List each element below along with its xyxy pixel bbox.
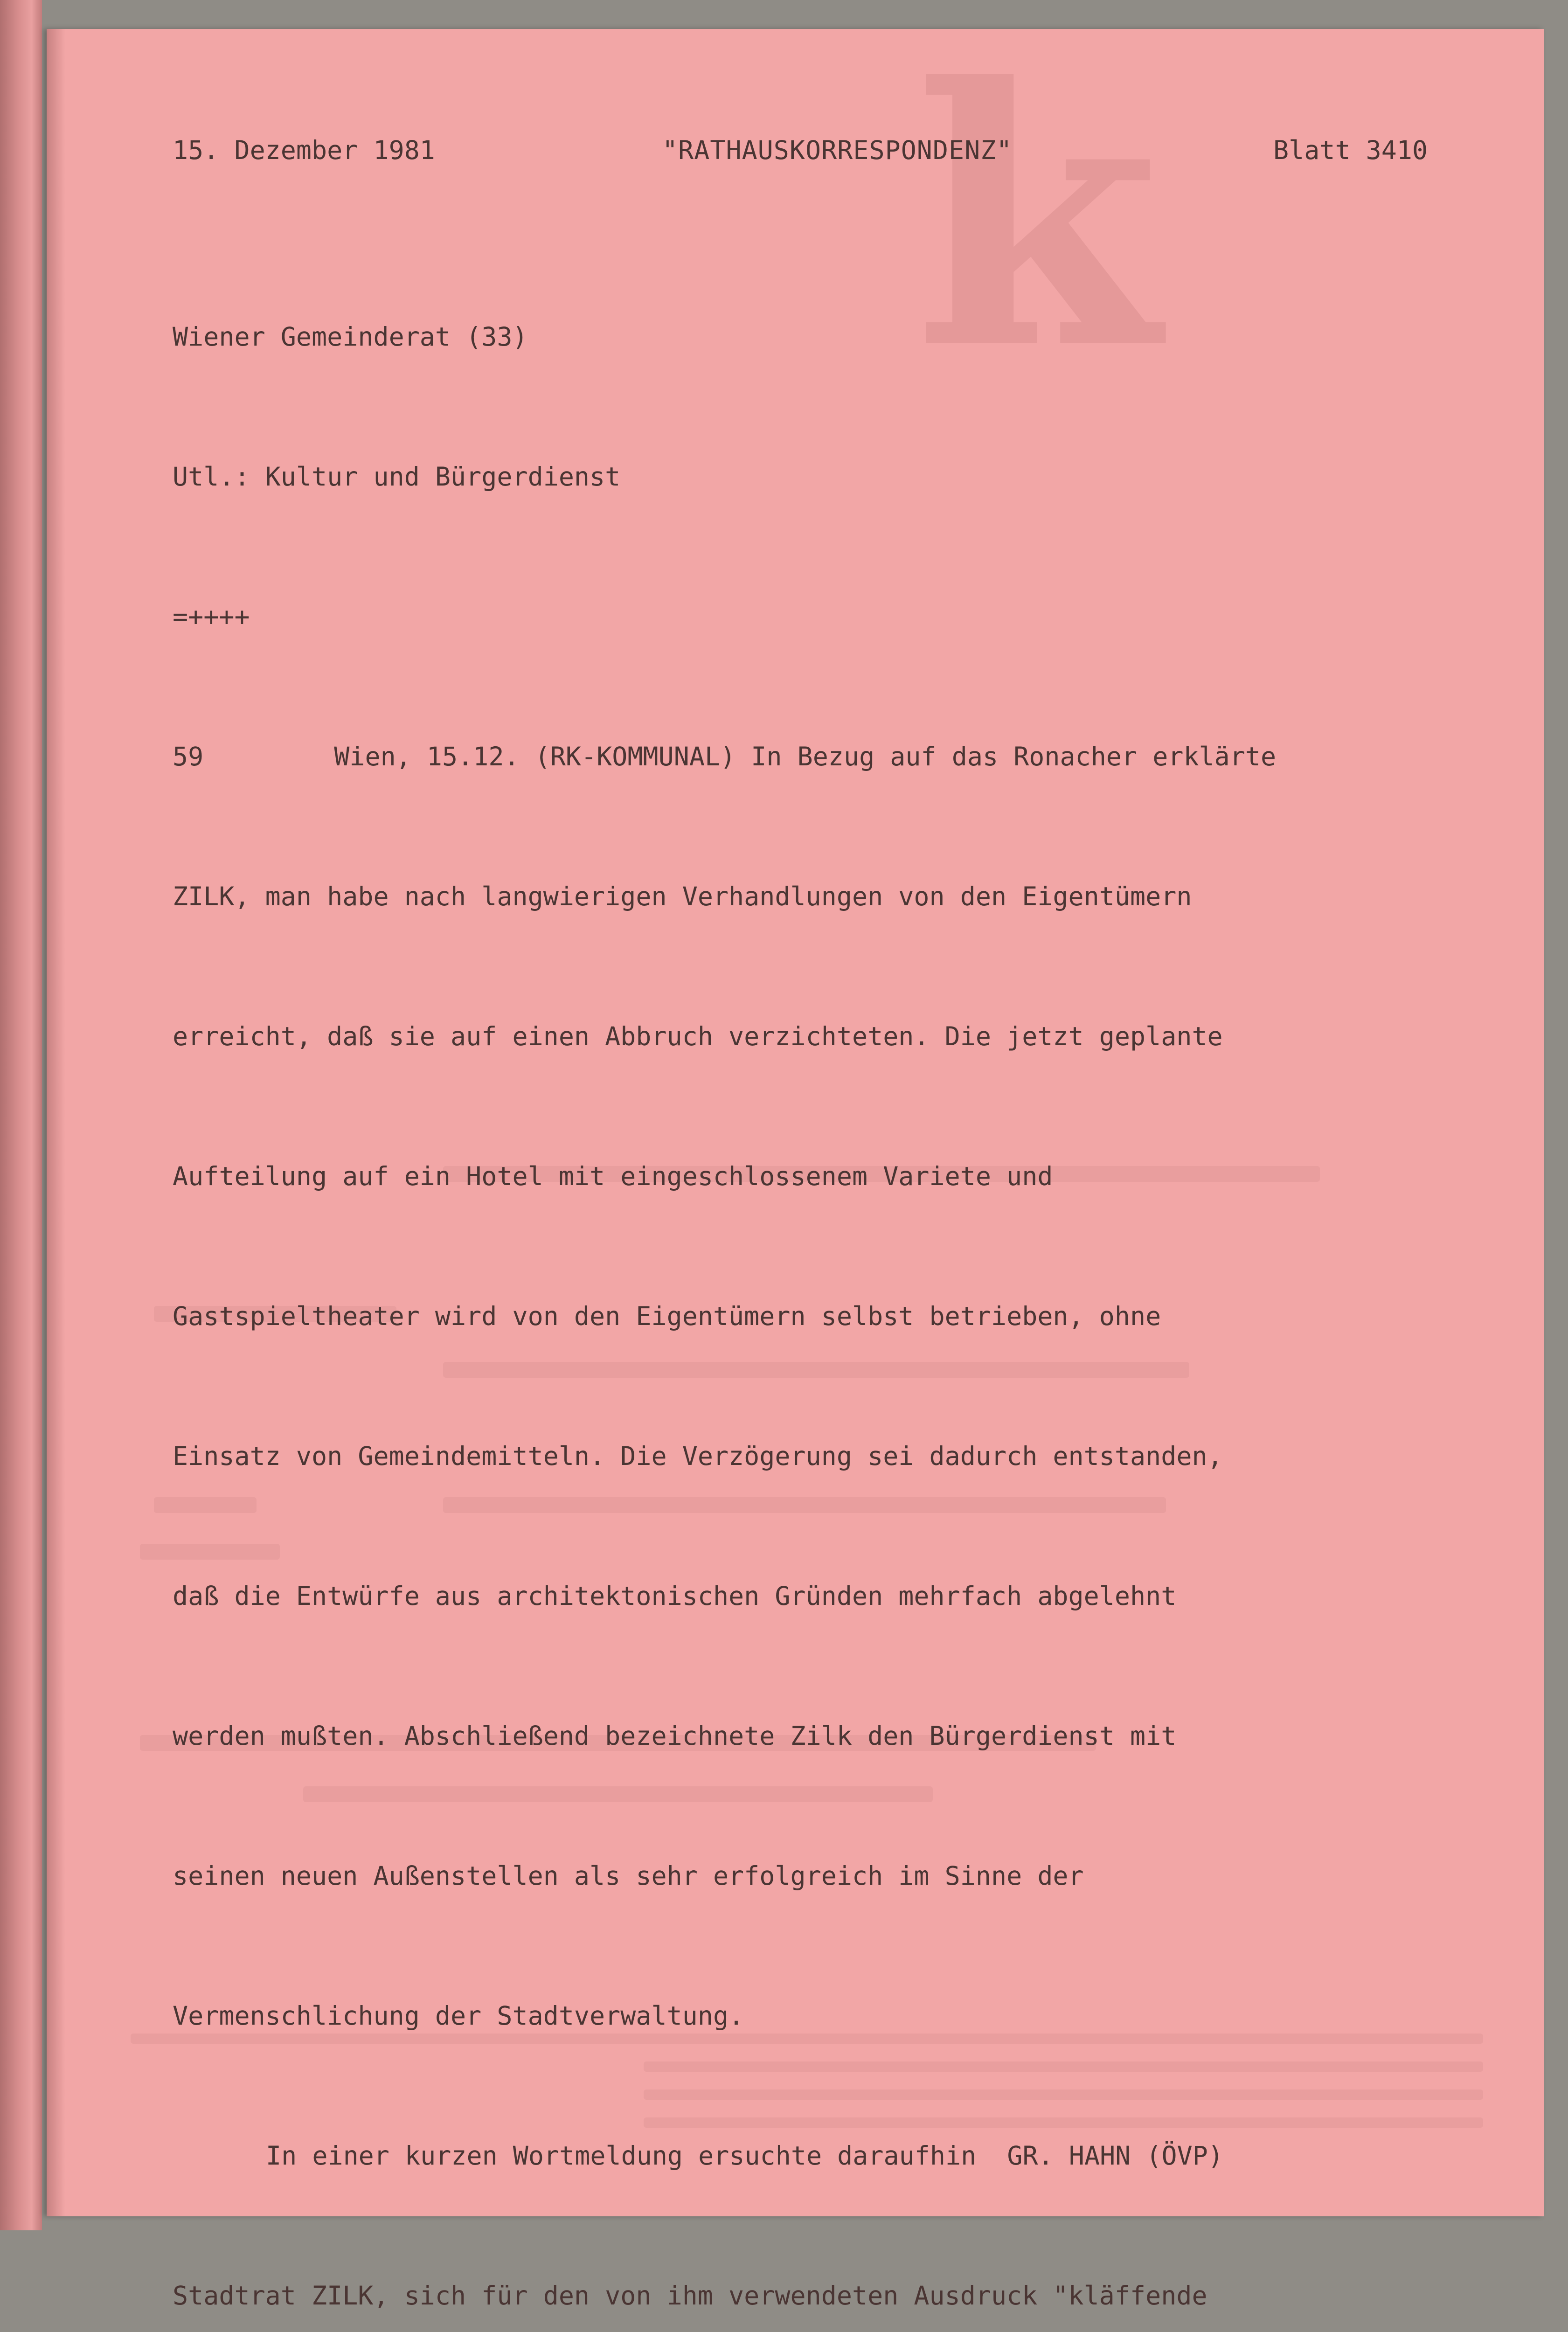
article-line-1-text: Wien, 15.12. (RK-KOMMUNAL) In Bezug auf das Ronacher erklärte xyxy=(334,742,1277,771)
article-body xyxy=(173,220,1497,2332)
article-line: Einsatz von Gemeindemitteln. Die Verzögerung sei dadurch entstanden, xyxy=(173,1441,1223,1471)
article-line: Vermenschlichung der Stadtverwaltung. xyxy=(173,2001,744,2031)
article-subtitle: Utl.: Kultur und Bürgerdienst xyxy=(173,462,621,492)
article-line: Gastspieltheater wird von den Eigentümern selbst betrieben, ohne xyxy=(173,1301,1161,1331)
article-line: seinen neuen Außenstellen als sehr erfolgreich im Sinne der xyxy=(173,1861,1084,1891)
article-line: Stadtrat ZILK, sich für den von ihm verwendeten Ausdruck "kläffende xyxy=(173,2281,1207,2311)
header-sheet-number: Blatt 3410 xyxy=(1273,135,1428,165)
article-line-1 xyxy=(173,733,1497,780)
article-number: 59 xyxy=(173,742,204,771)
article-separator: =++++ xyxy=(173,602,250,632)
article-line: Aufteilung auf ein Hotel mit eingeschlossenem Variete und xyxy=(173,1161,1053,1191)
article-line: werden mußten. Abschließend bezeichnete Zilk den Bürgerdienst mit xyxy=(173,1721,1177,1751)
article-line: ZILK, man habe nach langwierigen Verhandlungen von den Eigentümern xyxy=(173,881,1192,911)
article-line: erreicht, daß sie auf einen Abbruch verzichteten. Die jetzt geplante xyxy=(173,1021,1223,1051)
header-publication: "RATHAUSKORRESPONDENZ" xyxy=(662,135,1013,165)
header-date: 15. Dezember 1981 xyxy=(173,135,435,165)
bleed-through-logo: k xyxy=(914,11,1160,427)
article-title: Wiener Gemeinderat (33) xyxy=(173,322,528,352)
article-line: In einer kurzen Wortmeldung ersuchte daraufhin GR. HAHN (ÖVP) xyxy=(266,2141,1223,2171)
article-line: daß die Entwürfe aus architektonischen Gründen mehrfach abgelehnt xyxy=(173,1581,1177,1611)
